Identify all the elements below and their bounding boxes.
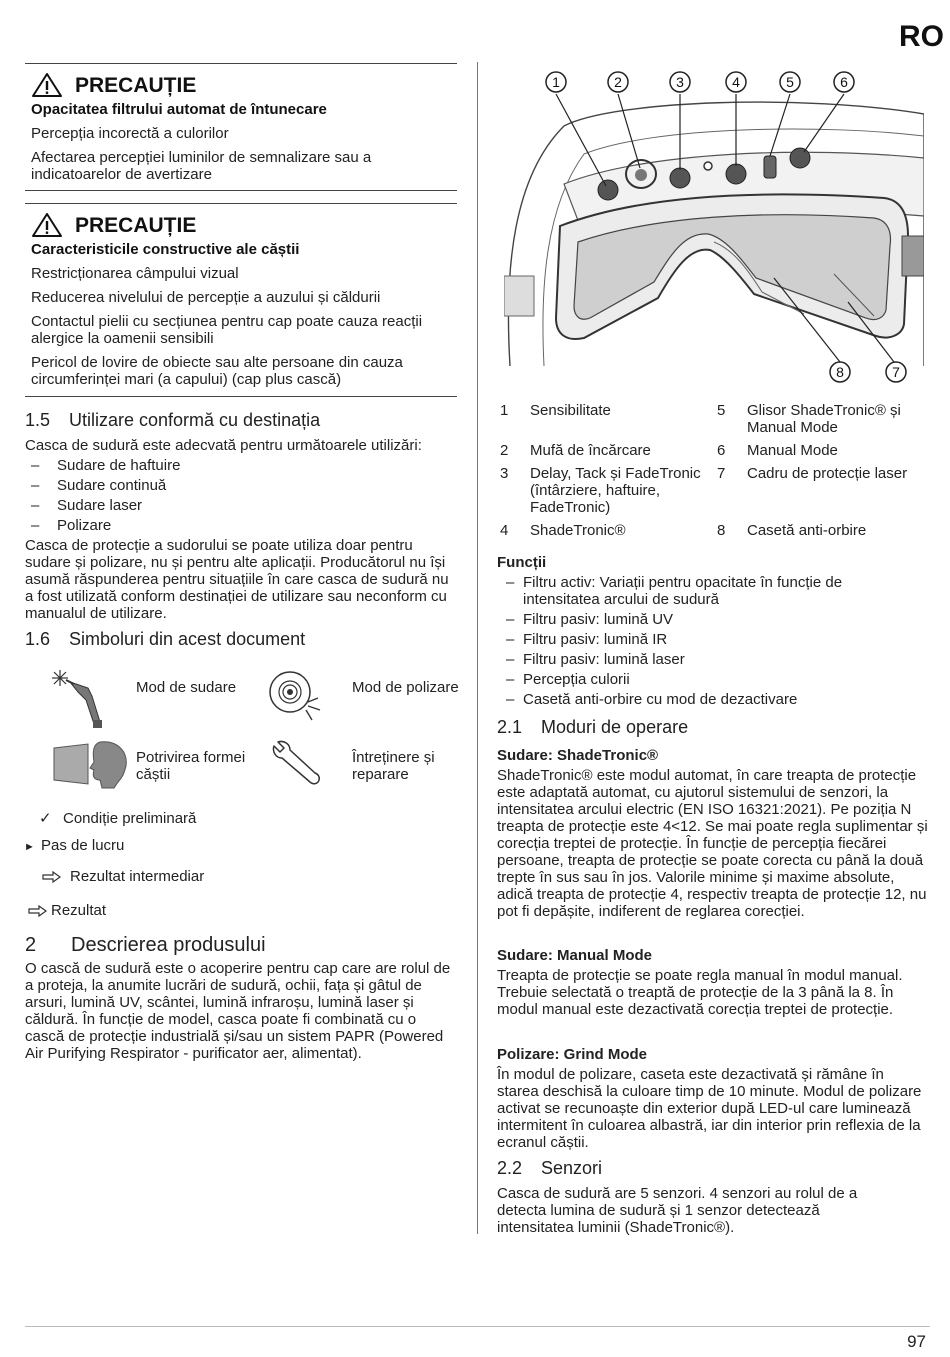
caution2-item: Reducerea nivelului de percepție a auzului și căldurii (31, 289, 381, 306)
list-item: – Filtru activ: Variații pentru opacitate în funcție de intensitatea arcului de sudură (506, 574, 843, 608)
shadetronic-heading: Sudare: ShadeTronic® (497, 747, 659, 764)
warning-triangle-icon (31, 72, 63, 98)
callout-label: 5 (786, 74, 794, 90)
step-row (24, 837, 124, 856)
caution1-top-rule (25, 63, 457, 64)
welding-torch-icon (48, 666, 112, 730)
callout-label: 1 (552, 74, 560, 90)
list-item: – Filtru pasiv: lumină IR (506, 631, 668, 648)
caution2-title: PRECAUȚIE (75, 213, 197, 237)
section-2-1-heading (497, 717, 688, 737)
section-number: 2.2 (497, 1158, 523, 1178)
callout-label: 7 (892, 364, 900, 380)
grinding-disc-icon (266, 664, 326, 724)
section-number: 2 (25, 934, 37, 956)
callout-label: 2 (614, 74, 622, 90)
manual-mode-heading: Sudare: Manual Mode (497, 947, 653, 964)
caution-box-1 (25, 72, 457, 183)
list-item: – Sudare laser (31, 497, 143, 514)
s15-intro: Casca de sudură este adecvată pentru următoarele utilizări: (25, 437, 422, 454)
caution2-bottom-rule (25, 396, 457, 397)
caution1-bottom-rule (25, 190, 457, 191)
manual-mode-body: Treapta de protecție se poate regla manual în modul manual. Trebuie selectată o treaptă de protecție de la 3 până la 8. În modul manual este dezactivată corecția treptei de protecție. (497, 967, 903, 1018)
list-item: – Polizare (31, 517, 112, 534)
step-triangle-icon: ► (24, 841, 35, 853)
symbol-weld-label: Mod de sudare (136, 679, 237, 696)
language-code: RO (899, 20, 944, 53)
intermediate-label: Rezultat intermediar (70, 868, 205, 885)
helmet-fit-icon (48, 738, 130, 790)
s22-body: Casca de sudură are 5 senzori. 4 senzori au rolul de a detecta lumina de sudură și 1 senzor detectează intensitatea luminii (ShadeTronic®). (497, 1185, 858, 1236)
callout-label: 3 (676, 74, 684, 90)
caution1-item: Percepția incorectă a culorilor (31, 125, 229, 142)
section-title: Simboluri din acest document (69, 629, 306, 649)
list-item: – Filtru pasiv: lumină laser (506, 651, 685, 668)
grind-mode-heading: Polizare: Grind Mode (497, 1046, 648, 1063)
functions-heading: Funcții (497, 554, 547, 571)
section-number: 2.1 (497, 717, 523, 737)
shadetronic-body: ShadeTronic® este modul automat, în care treapta de protecție este adaptată automat, cu ajutorul sistemului de senzori, la intensitatea arcului electric (EN ISO 16321:2021). Pe poziția N treapta de protecție este 4<12. Se mai poate regla suplimentar și corecția treptei de protecție. În funcție de percepția fiecărei persoane, treapta de protecție se poate corecta cu până la două trepte în sus sau în jos. Valorile minime și maxime absolute, adică treapta de protecție 4, respectiv treapta de protecție 12, nu pot fi depășite, indiferent de reglarea corecției. (497, 767, 928, 920)
section-2-2-heading (497, 1158, 602, 1178)
caution1-item: Afectarea percepției luminilor de semnalizare sau a indicatoarelor de avertizare (31, 149, 372, 183)
symbol-maint-label: Întreținere și reparare (352, 749, 435, 783)
step-label: Pas de lucru (41, 837, 125, 854)
callout-label: 6 (840, 74, 848, 90)
wrench-icon (270, 738, 324, 788)
section-title: Senzori (541, 1158, 603, 1178)
caution2-item: Contactul pielii cu secțiunea pentru cap poate cauza reacții alergice la oamenii sensibili (31, 313, 423, 347)
helmet-interior-figure (504, 66, 924, 386)
section-1-5-heading (25, 410, 320, 430)
hollow-arrow-icon (28, 905, 48, 917)
caution1-title: PRECAUȚIE (75, 73, 197, 97)
caution-box-2 (25, 212, 457, 388)
intermediate-row (42, 868, 204, 885)
caution2-item: Restricționarea câmpului vizual (31, 265, 239, 282)
section-title: Utilizare conformă cu destinația (69, 410, 321, 430)
section-2-heading (25, 935, 266, 955)
list-item: – Sudare de haftuire (31, 457, 181, 474)
section-title: Moduri de operare (541, 717, 689, 737)
list-item: – Sudare continuă (31, 477, 167, 494)
page-number: 97 (907, 1332, 926, 1351)
column-divider (477, 62, 478, 1234)
callout-label: 8 (836, 364, 844, 380)
symbol-grind-label: Mod de polizare (352, 679, 459, 696)
section-title: Descrierea produsului (71, 934, 266, 956)
caution2-top-rule (25, 203, 457, 204)
caution2-item: Pericol de lovire de obiecte sau alte persoane din cauza circumferinței mari (a capului) (cap plus cască) (31, 354, 403, 388)
section-1-6-heading (25, 629, 305, 649)
section-number: 1.6 (25, 629, 51, 649)
s2-body: O cască de sudură este o acoperire pentru cap care are rolul de a proteja, la anumite lucrări de sudură, ochii, fața și gâtul de arsuri, lumină UV, scântei, lumină infraroșu, lumină laser și căldură. În funcție de model, casca poate fi combinată cu o cască de protecție industrială și/sau un sistem PAPR (Powered Air Purifying Respirator - purificator aer, alimentat). (25, 960, 451, 1062)
list-item: – Filtru pasiv: lumină UV (506, 611, 674, 628)
warning-triangle-icon (31, 212, 63, 238)
symbol-fit-label: Potrivirea formei căștii (136, 749, 246, 783)
section-number: 1.5 (25, 410, 51, 430)
hollow-arrow-icon (42, 871, 62, 883)
functions-list (506, 574, 926, 708)
s15-uses-list (31, 457, 180, 534)
result-label: Rezultat (51, 902, 107, 919)
caution2-subtitle: Caracteristicile constructive ale căștii (31, 241, 300, 258)
grind-mode-body: În modul de polizare, caseta este dezactivată și rămâne în starea deschisă la culoare timp de 10 minute. Modul de polizare activat se recunoaște din exterior după LED-ul care luminează intermitent în culoarea albastră, iar din interior prin reflexia de la ecranul căștii. (497, 1066, 922, 1151)
checkmark-icon: ✓ (39, 810, 52, 827)
list-item: – Percepția culorii (506, 671, 630, 688)
footer-rule (25, 1326, 930, 1327)
s15-body: Casca de protecție a sudorului se poate utiliza doar pentru sudare și polizare, nu și pentru alte aplicații. Producătorul nu își asumă răspunderea pentru situațiile în care casca de sudură nu a fost utilizată conform destinației de utilizare sau neconform cu manualul de utilizare. (25, 537, 449, 622)
result-row (28, 902, 106, 919)
precondition-row (39, 810, 196, 827)
callout-label: 4 (732, 74, 740, 90)
caution1-subtitle: Opacitatea filtrului automat de întunecare (31, 101, 327, 118)
list-item: – Casetă anti-orbire cu mod de dezactivare (506, 691, 798, 708)
precondition-label: Condiție preliminară (63, 810, 197, 827)
